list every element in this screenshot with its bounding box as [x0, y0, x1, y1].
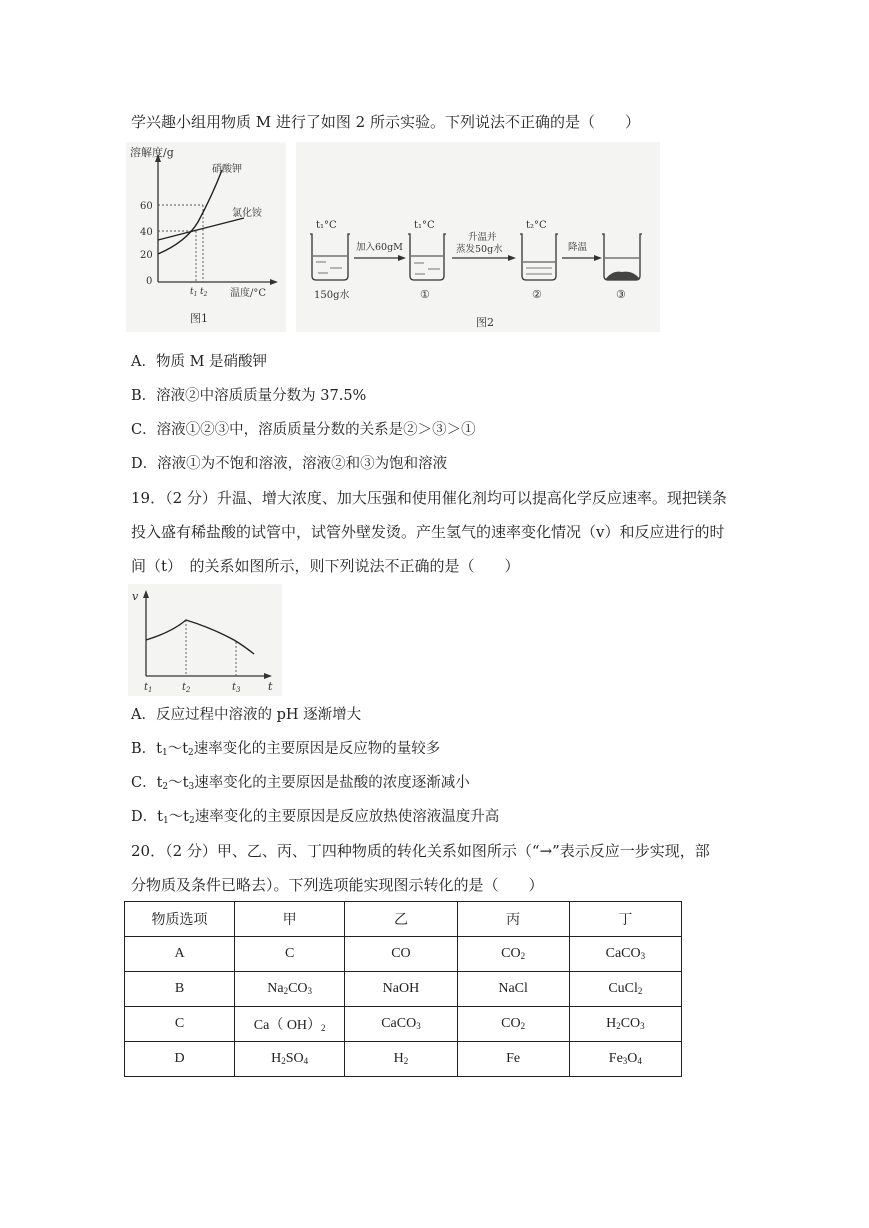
q19-option-c: C．$t_2\sim t_3$速率变化的主要原因是盐酸的浓度逐渐减小 — [131, 775, 470, 792]
nh4cl-label: 氯化铵 — [232, 208, 262, 219]
q20-stem-line2: 分物质及条件已略去）。下列选项能实现图示转化的是（ ） — [131, 876, 544, 894]
experiment-figure — [296, 142, 660, 332]
fig2-caption: 图2 — [476, 316, 494, 329]
svg-text:③: ③ — [616, 288, 626, 301]
q19-option-b: B．$t_1\sim t_2$速率变化的主要原因是反应物的量较多 — [131, 741, 441, 758]
table-row: C Ca（ $OH)_2$ CaCO$_3$ $CO_2$ $H_2CO_3$ — [125, 1007, 682, 1042]
svg-text:150g水: 150g水 — [314, 290, 350, 301]
svg-text:0: 0 — [146, 276, 153, 287]
svg-text:②: ② — [532, 288, 542, 301]
q19-ylabel: v — [132, 590, 139, 603]
q20-stem-line1: 20．（2 分）甲、乙、丙、丁四种物质的转化关系如图所示（“→”表示反应一步实现，部 — [131, 842, 710, 860]
q19-stem-line1: 19．（2 分）升温、增大浓度、加大压强和使用催化剂均可以提高化学反应速率。现把镁条 — [131, 489, 727, 507]
q19-stem-line2: 投入盛有稀盐酸的试管中，试管外壁发烫。产生氢气的速率变化情况（v）和反应进行的时 — [131, 523, 725, 541]
svg-text:降温: 降温 — [568, 242, 588, 253]
svg-text:t1: $t_1$ — [190, 287, 198, 298]
table-row: D $H_2SO_4$ $H_2$ Fe $Fe_3O_4$ — [125, 1042, 682, 1077]
svg-text:t₂°C: t₂°C — [526, 220, 547, 231]
svg-text:蒸发50g水: 蒸发50g水 — [456, 244, 503, 255]
table-row: B $Na_2CO_3$ NaOH NaCl CuCl$_2$ — [125, 972, 682, 1007]
svg-text:t₁°C: t₁°C — [316, 220, 337, 231]
svg-text:加入60gM: 加入60gM — [356, 242, 403, 253]
fig1-ylabel: 溶解度/g — [130, 146, 174, 159]
table-row: A C CO $CO_2$ CaCO$_3$ — [125, 937, 682, 972]
svg-text:升温并: 升温并 — [468, 232, 497, 243]
q18-option-a: A．物质 M 是硝酸钾 — [131, 354, 268, 370]
q19-xlabel: t — [268, 680, 273, 693]
svg-text:t₁°C: t₁°C — [414, 220, 435, 231]
fig1-xlabel: 温度/°C — [230, 288, 267, 299]
q18-option-c: C．溶液①②③中，溶质质量分数的关系是②＞③＞① — [131, 422, 476, 438]
svg-text:t2: $t_2$ — [200, 287, 208, 298]
svg-text:①: ① — [420, 288, 430, 301]
svg-text:t1: $t_1$ — [144, 682, 153, 694]
substance-table — [124, 901, 682, 1077]
svg-text:60: 60 — [140, 201, 153, 212]
q19-option-d: D．$t_1\sim t_2$速率变化的主要原因是反应放热使溶液温度升高 — [131, 809, 500, 826]
q18-option-b: B．溶液②中溶质质量分数为 37.5% — [131, 388, 367, 404]
svg-text:t3: $t_3$ — [232, 682, 241, 694]
table-header-row: 物质选项 甲 乙 丙 丁 — [125, 902, 682, 937]
svg-text:20: 20 — [140, 250, 153, 261]
rate-time-graph — [128, 584, 282, 696]
q19-option-a: A．反应过程中溶液的 pH 逐渐增大 — [131, 707, 362, 723]
solubility-curve-figure — [126, 142, 286, 332]
svg-text:40: 40 — [140, 227, 153, 238]
q18-option-d: D．溶液①为不饱和溶液，溶液②和③为饱和溶液 — [131, 456, 448, 472]
fig1-caption: 图1 — [190, 312, 208, 325]
q18-intro: 学兴趣小组用物质 M 进行了如图 2 所示实验。下列说法不正确的是（ ） — [131, 113, 640, 131]
kno3-label: 硝酸钾 — [212, 164, 242, 175]
svg-text:t2: $t_2$ — [182, 682, 191, 694]
q19-stem-line3: 间（t） 的关系如图所示，则下列说法不正确的是（ ） — [131, 557, 520, 575]
